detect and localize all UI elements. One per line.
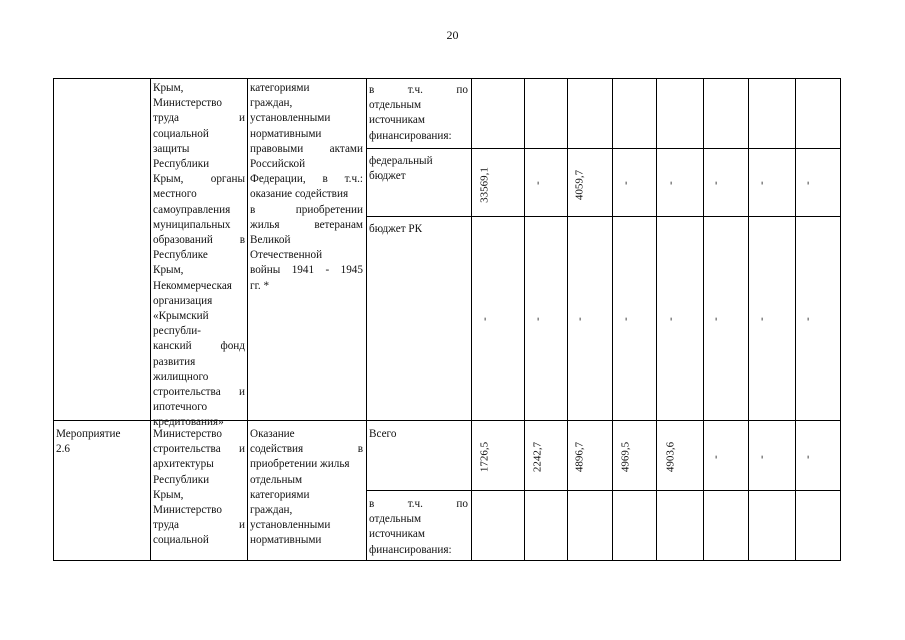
table-line xyxy=(366,490,840,491)
cell-line: кредитования» xyxy=(153,416,224,429)
cell-line: Оказание xyxy=(250,428,295,440)
description-cell xyxy=(250,81,363,294)
cell-line: Крым, xyxy=(153,264,184,277)
federal-value: - xyxy=(755,181,768,185)
table-line xyxy=(612,78,613,561)
cell-line: Великой xyxy=(250,234,291,247)
cell-line: Российской xyxy=(250,158,306,171)
table-line xyxy=(795,78,796,561)
table-line xyxy=(471,78,472,561)
cell-line: установленными xyxy=(250,519,331,532)
cell-line: федеральный xyxy=(369,155,433,167)
cell-line: Республики xyxy=(153,158,210,171)
rk-value: - xyxy=(709,317,722,321)
cell-line: правовыми актами xyxy=(250,142,363,155)
table-line xyxy=(748,78,749,561)
table-line xyxy=(840,78,841,561)
federal-budget-label xyxy=(369,154,468,184)
cell-line: ипотечного xyxy=(153,401,208,414)
cell-line: источникам xyxy=(369,528,425,541)
total-value: - xyxy=(755,455,768,459)
source-incl-cell xyxy=(369,497,468,558)
cell-line: отдельным xyxy=(369,513,422,526)
description-cell xyxy=(250,427,363,549)
cell-line: нормативными xyxy=(250,534,322,547)
table-line xyxy=(247,78,248,561)
table-line xyxy=(366,216,840,217)
total-value: 4896,7 xyxy=(573,441,586,473)
cell-line: канский фонд xyxy=(153,340,245,353)
rk-value: - xyxy=(478,317,491,321)
cell-line: в т.ч. по xyxy=(369,498,468,510)
cell-line: Республики xyxy=(153,473,210,486)
cell-line: Крым, органы xyxy=(153,173,245,186)
cell-line: граждан, xyxy=(250,97,293,110)
cell-line: оказание содействия xyxy=(250,188,349,201)
table-line xyxy=(567,78,568,561)
table-line xyxy=(524,78,525,561)
page-number: 20 xyxy=(446,28,459,42)
cell-line: граждан, xyxy=(250,504,293,517)
cell-line: в т.ч. по xyxy=(369,84,468,96)
rk-budget-label xyxy=(369,222,468,237)
cell-line: финансирования: xyxy=(369,543,452,556)
cell-line: Республике xyxy=(153,249,208,262)
federal-value: - xyxy=(531,181,544,185)
total-value: - xyxy=(709,455,722,459)
executor-cell xyxy=(153,81,245,431)
cell-line: местного xyxy=(153,188,197,201)
cell-line: войны 1941 - 1945 xyxy=(250,264,363,277)
measure-cell xyxy=(56,427,148,457)
federal-value: - xyxy=(664,181,677,185)
cell-line: категориями xyxy=(250,82,310,94)
federal-value: - xyxy=(619,181,632,185)
cell-line: защиты xyxy=(153,142,190,155)
cell-line: Министерство xyxy=(153,428,222,440)
federal-value: - xyxy=(709,181,722,185)
cell-line: содействия в xyxy=(250,443,363,456)
cell-line: 2.6 xyxy=(56,443,70,456)
rk-value: - xyxy=(755,317,768,321)
cell-line: муниципальных xyxy=(153,218,231,231)
cell-line: Всего xyxy=(369,428,397,440)
executor-cell xyxy=(153,427,245,549)
cell-line: Некоммерческая xyxy=(153,279,232,292)
rk-value: - xyxy=(531,317,544,321)
cell-line: республи- xyxy=(153,325,201,338)
table-line xyxy=(53,78,54,561)
total-value: 4903,6 xyxy=(664,441,677,473)
rk-value: - xyxy=(801,317,814,321)
cell-line: труда и xyxy=(153,112,245,125)
cell-line: финансирования: xyxy=(369,129,452,142)
cell-line: Федерации, в т.ч.: xyxy=(250,173,363,186)
cell-line: бюджет xyxy=(369,170,406,183)
cell-line: образований в xyxy=(153,234,245,247)
cell-line: приобретении жилья xyxy=(250,458,350,471)
cell-line: строительства и xyxy=(153,443,245,456)
table-line xyxy=(53,560,840,561)
table-line xyxy=(703,78,704,561)
total-value: - xyxy=(801,455,814,459)
cell-line: социальной xyxy=(153,127,209,140)
cell-line: социальной xyxy=(153,534,209,547)
federal-value: 33569,1 xyxy=(478,167,491,203)
cell-line: Крым, xyxy=(153,82,184,94)
rk-value: - xyxy=(619,317,632,321)
cell-line: Крым, xyxy=(153,488,184,501)
cell-line: развития xyxy=(153,355,196,368)
cell-line: отдельным xyxy=(369,99,422,112)
table-line xyxy=(366,148,840,149)
cell-line: Отечественной xyxy=(250,249,323,262)
cell-line: Мероприятие xyxy=(56,428,121,440)
cell-line: Министерство xyxy=(153,97,222,110)
total-value: 1726,5 xyxy=(478,441,491,473)
cell-line: отдельным xyxy=(250,473,303,486)
cell-line: установленными xyxy=(250,112,331,125)
table-line xyxy=(150,78,151,561)
cell-line: труда и xyxy=(153,519,245,532)
cell-line: в приобретении xyxy=(250,203,363,216)
cell-line: нормативными xyxy=(250,127,322,140)
cell-line: самоуправления xyxy=(153,203,231,216)
cell-line: источникам xyxy=(369,114,425,127)
cell-line: жилищного xyxy=(153,370,209,383)
table-line xyxy=(366,78,367,561)
federal-value: - xyxy=(801,181,814,185)
source-incl-cell xyxy=(369,83,468,144)
cell-line: категориями xyxy=(250,488,310,501)
table-line xyxy=(53,78,840,79)
federal-value: 4059,7 xyxy=(573,169,586,201)
rk-value: - xyxy=(664,317,677,321)
total-value: 2242,7 xyxy=(531,441,544,473)
total-value: 4969,5 xyxy=(619,441,632,473)
cell-line: архитектуры xyxy=(153,458,214,471)
cell-line: жилья ветеранам xyxy=(250,218,363,231)
cell-line: бюджет РК xyxy=(369,223,423,235)
total-label xyxy=(369,427,468,442)
cell-line: «Крымский xyxy=(153,310,209,323)
cell-line: гг. * xyxy=(250,279,270,292)
cell-line: Министерство xyxy=(153,504,222,517)
cell-line: организация xyxy=(153,294,213,307)
cell-line: строительства и xyxy=(153,386,245,399)
rk-value: - xyxy=(573,317,586,321)
table-line xyxy=(656,78,657,561)
